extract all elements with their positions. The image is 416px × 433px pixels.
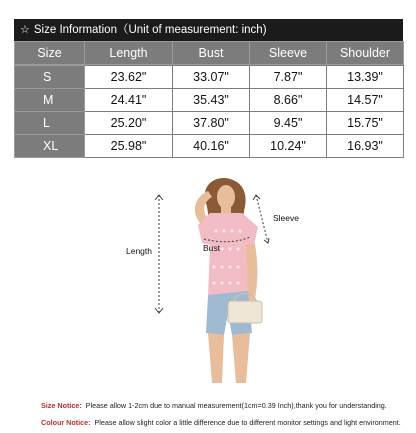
column-header-shoulder: Shoulder <box>327 42 404 65</box>
colour-notice <box>14 418 403 427</box>
size-notice-text: Please allow 1-2cm due to manual measurement(1cm=0.39 Inch),thank you for understanding. <box>85 401 387 410</box>
size-info-header <box>14 19 403 41</box>
size-notice-label: Size Notice: <box>41 401 82 410</box>
size-chart-table <box>14 41 404 158</box>
model-handbag <box>228 301 262 323</box>
size-info-title: Size Information（Unit of measurement: inch) <box>33 24 267 36</box>
sleeve-label: Sleeve <box>273 213 299 223</box>
bust-cell: 37.80" <box>173 112 250 135</box>
length-cell: 25.98" <box>85 135 173 158</box>
column-header-bust: Bust <box>173 42 250 65</box>
model-measurement-figure <box>150 173 300 383</box>
table-row <box>15 112 404 135</box>
table-row <box>15 66 404 89</box>
size-cell: S <box>15 66 85 89</box>
sleeve-cell: 7.87" <box>250 66 327 89</box>
column-header-size: Size <box>15 42 85 65</box>
size-cell: M <box>15 89 85 112</box>
colour-notice-label: Colour Notice: <box>41 418 91 427</box>
bust-cell: 40.16" <box>173 135 250 158</box>
bust-cell: 33.07" <box>173 66 250 89</box>
table-row <box>15 135 404 158</box>
size-notice <box>14 401 403 410</box>
sleeve-cell: 8.66" <box>250 89 327 112</box>
length-cell: 24.41" <box>85 89 173 112</box>
star-outline-icon: ☆ <box>20 24 30 36</box>
shoulder-cell: 14.57" <box>327 89 404 112</box>
sleeve-cell: 10.24" <box>250 135 327 158</box>
size-cell: XL <box>15 135 85 158</box>
table-row <box>15 89 404 112</box>
shoulder-cell: 15.75" <box>327 112 404 135</box>
bust-cell: 35.43" <box>173 89 250 112</box>
model-legs <box>208 333 250 383</box>
colour-notice-text: Please allow slight color a little difference due to different monitor settings and light environment. <box>94 418 401 427</box>
sleeve-cell: 9.45" <box>250 112 327 135</box>
shoulder-cell: 16.93" <box>327 135 404 158</box>
size-cell: L <box>15 112 85 135</box>
column-header-sleeve: Sleeve <box>250 42 327 65</box>
length-cell: 25.20" <box>85 112 173 135</box>
table-header-row <box>15 42 404 65</box>
length-label: Length <box>126 246 152 256</box>
model-face <box>217 185 235 209</box>
length-measure-line <box>155 195 163 313</box>
column-header-length: Length <box>85 42 173 65</box>
bust-label: Bust <box>203 243 221 253</box>
length-cell: 23.62" <box>85 66 173 89</box>
shoulder-cell: 13.39" <box>327 66 404 89</box>
